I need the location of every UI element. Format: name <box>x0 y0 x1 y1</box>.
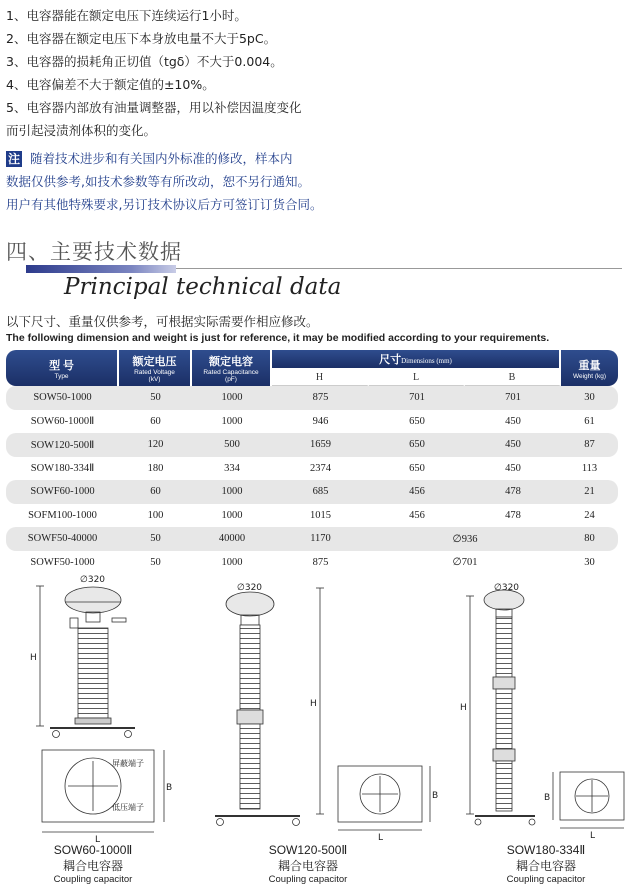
fig1-shield-terminal-label: 屏蔽端子 <box>112 759 144 768</box>
table-row: SOWF50-40000 50 40000 1170 ∅936 80 <box>6 527 618 551</box>
figure-sow60 <box>36 586 164 832</box>
notice-line: 随着技术进步和有关国内外标准的修改，样本内 <box>30 151 293 166</box>
col-b: B <box>465 368 561 386</box>
notice-tag: 注 <box>8 152 21 166</box>
figure-caption-1: SOW60-1000Ⅱ 耦合电容器 Coupling capacitor <box>53 843 133 884</box>
fig1-lv-terminal-label: 低压端子 <box>112 803 144 812</box>
table-row: SOW180-334Ⅱ 180 334 2374 650 450 113 <box>6 457 618 481</box>
section-title: 四、主要技术数据 <box>6 240 182 264</box>
fig3-l-label: L <box>590 831 596 841</box>
table-header-row <box>6 350 618 368</box>
col-dimensions: 尺寸Dimensions (mm) <box>272 350 561 368</box>
col-l: L <box>369 368 465 386</box>
table-row: SOW60-1000Ⅱ 60 1000 946 650 450 61 <box>6 410 618 434</box>
fig2-diameter: ∅320 <box>237 583 263 593</box>
fig3-h-label: H <box>460 703 467 713</box>
table-row: SOW50-1000 50 1000 875 701 701 30 <box>6 386 618 410</box>
fig1-h-label: H <box>30 653 37 663</box>
note-item: 3、电容器的损耗角正切值（tgδ）不大于0.004。 <box>6 54 283 69</box>
fig2-h-label: H <box>310 699 317 709</box>
lead-text-cn: 以下尺寸、重量仅供参考，可根据实际需要作相应修改。 <box>6 314 319 329</box>
col-voltage: 额定电压 Rated Voltage (kV) <box>119 350 192 386</box>
figure-sow120 <box>215 588 430 830</box>
spec-table <box>6 350 618 574</box>
note-item: 1、电容器能在额定电压下连续运行1小时。 <box>6 8 247 23</box>
figure-caption-2: SOW120-500Ⅱ 耦合电容器 Coupling capacitor <box>268 843 348 884</box>
notice-line: 数据仅供参考,如技术参数等有所改动，恕不另行通知。 <box>6 174 310 189</box>
capacitor-drawings <box>0 566 629 884</box>
notice-block <box>6 147 621 216</box>
note-item: 2、电容器在额定电压下本身放电量不大于5pC。 <box>6 31 277 46</box>
table-row: SOWF60-1000 60 1000 685 456 478 21 <box>6 480 618 504</box>
note-item: 5、电容器内部放有油量调整器，用以补偿因温度变化 <box>6 100 302 115</box>
note-item: 而引起浸渍剂体积的变化。 <box>6 123 157 138</box>
figure-caption-3: SOW180-334Ⅱ 耦合电容器 Coupling capacitor <box>506 843 586 884</box>
section-title-en: Principal technical data <box>64 274 342 300</box>
fig1-l-label: L <box>95 835 101 845</box>
fig2-b-label: B <box>432 791 439 801</box>
table-row: SOWF50-1000 50 1000 875 ∅701 30 <box>6 551 618 575</box>
table-row: SOFM100-1000 100 1000 1015 456 478 24 <box>6 504 618 528</box>
notes-list <box>6 4 621 142</box>
col-capacitance: 额定电容 Rated Capacitance (pF) <box>192 350 272 386</box>
note-item: 4、电容偏差不大于额定值的±10%。 <box>6 77 215 92</box>
table-row: SOW120-500Ⅱ 120 500 1659 650 450 87 <box>6 433 618 457</box>
col-type: 型 号 Type <box>6 350 119 386</box>
fig1-b-label: B <box>166 783 173 793</box>
lead-text-en: The following dimension and weight is just for reference, it may be modified according to your requirements. <box>6 332 550 344</box>
fig2-l-label: L <box>378 833 384 843</box>
section-accent-bar <box>26 265 176 273</box>
fig1-diameter: ∅320 <box>80 575 106 585</box>
drawings-area <box>0 566 629 884</box>
fig3-b-label: B <box>544 793 551 803</box>
fig3-diameter: ∅320 <box>494 583 520 593</box>
col-weight: 重量 Weight (kg) <box>561 350 618 386</box>
col-h: H <box>272 368 369 386</box>
notice-line: 用户有其他特殊要求,另订技术协议后方可签订订货合同。 <box>6 197 323 212</box>
